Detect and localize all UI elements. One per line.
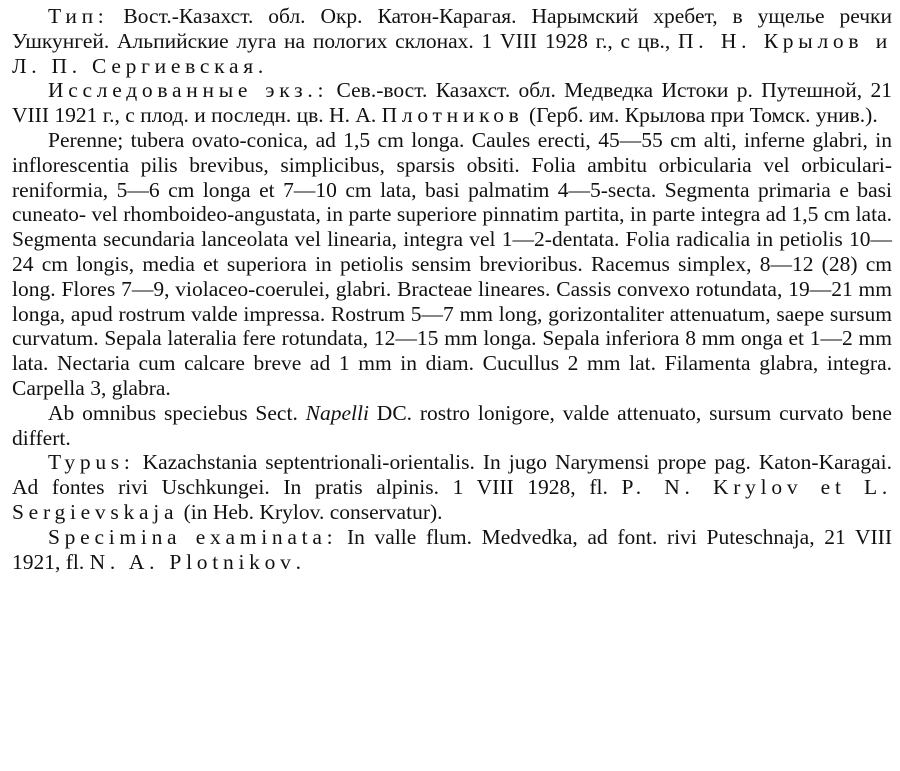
type-collectors: П. Н. Крылов и Л. П. Сергиевская xyxy=(12,28,893,78)
specimina-paragraph xyxy=(12,525,892,575)
specimina-collector: N. A. Plotnikov xyxy=(89,549,296,574)
document-page xyxy=(12,4,892,574)
typus-collectors: P. N. Krylov et L. Sergievskaja xyxy=(12,475,892,524)
latin-description-text: Perenne; tubera ovato-conica, ad 1,5 cm longa. Caules erecti, 45—55 cm alti, inferne glabri, in inflorescentia pilis brevibus, simplicibus, sparsis obsiti. Folia ambitu orbicularia vel orbiculari-reniformia, 5—6 cm longa et 7—10 cm lata, basi palmatim 4—5-secta. Segmenta primaria e basi cuneato- vel rhomboideo-angustata, in parte superiore pinnatim partita, in parte integra ad 1,5 cm lata. Segmenta secundaria lanceolata vel linearia, integra vel 1—2-dentata. Folia radicalia in petiolis 10—24 cm longis, media et superiora in petiolis sensim brevioribus. Racemus simplex, 8—12 (28) cm long. Flores 7—9, violaceo-coerulei, glabri. Bracteae lineares. Cassis convexo rotundata, 19—21 mm longa, apud rostrum valde impressa. Rostrum 5—7 mm long, gorizontaliter attenuatum, saepe sursum curvatum. Sepala lateralia fere rotundata, 12—15 mm longa. Sepala inferiora 8 mm onga et 1—2 mm lata. Nectaria cum calcare breve ad 1 mm in diam. Cucullus 2 mm lat. Filamenta glabra, integra. Carpella 3, glabra. xyxy=(12,127,892,400)
diagnosis-text-start: Ab omnibus speciebus Sect. xyxy=(48,400,306,425)
diagnosis-text-end: DC. rostro lonigore, valde attenuato, sursum curvato bene differt. xyxy=(12,400,892,450)
examined-collector: Плотников xyxy=(381,103,524,128)
typus-locality-text: Kazachstania septentrionali-orientalis. In jugo Narymensi prope pag. Katon-Karagai. Ad fontes rivi Uschkungei. In pratis alpinis. 1 VIII 1928, fl. xyxy=(12,450,892,500)
specimina-text: In valle flum. Medvedka, ad font. rivi Puteschnaja, 21 VIII 1921, fl. xyxy=(12,524,892,574)
typus-label: Typus: xyxy=(48,450,135,475)
specimina-end-text: . xyxy=(295,549,301,574)
typus-paragraph xyxy=(12,450,892,524)
type-label: Тип: xyxy=(48,4,109,28)
specimina-label: Specimina examinata: xyxy=(48,524,338,549)
type-paragraph-ru xyxy=(12,4,892,78)
section-taxon-name: Napelli xyxy=(305,400,369,425)
diagnosis-paragraph xyxy=(12,401,892,451)
typus-end-text: (in Heb. Krylov. conservatur). xyxy=(178,499,443,524)
examined-end-text: (Герб. им. Крылова при Томск. унив.). xyxy=(523,103,878,128)
examined-paragraph-ru xyxy=(12,78,892,128)
examined-text: Сев.-вост. Казахст. обл. Медведка Истоки р. Путешной, 21 VIII 1921 г., с плод. и последн. цв. Н. А. xyxy=(12,78,892,128)
type-end-text: . xyxy=(257,53,264,78)
examined-label: Исследованные экз.: xyxy=(48,78,329,103)
type-locality-text: Вост.-Казахст. обл. Окр. Катон-Карагая. Нарымский хребет, в ущелье речки Ушкунгей. Альпийские луга на пологих склонах. 1 VIII 1928 г., с цв., xyxy=(12,4,892,53)
latin-description-paragraph xyxy=(12,128,892,401)
